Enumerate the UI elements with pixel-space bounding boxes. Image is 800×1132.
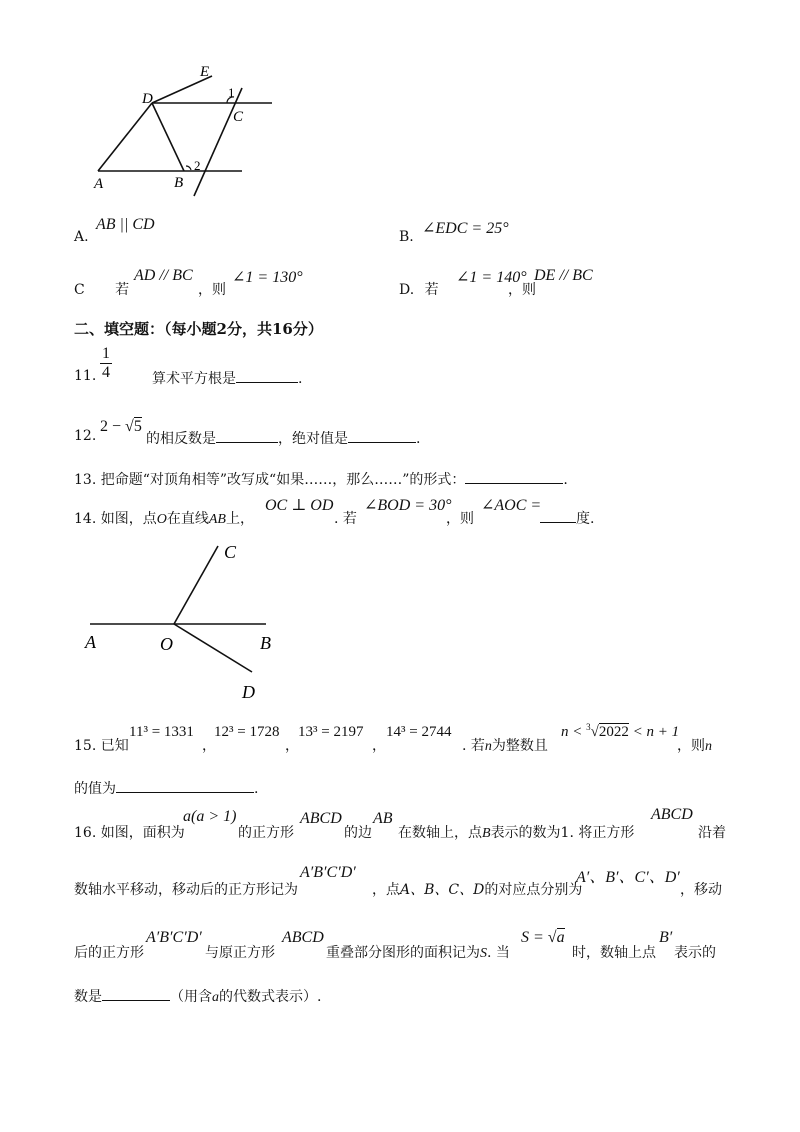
q14-line bbox=[74, 508, 254, 528]
q16-t3: 的边 bbox=[344, 825, 372, 841]
q16-e9 bbox=[521, 929, 565, 947]
q14-expr2: ∠BOD = 30° bbox=[364, 497, 452, 514]
q15-radical-sign: √ bbox=[590, 724, 599, 740]
q15-text3: 为整数且 bbox=[491, 738, 548, 754]
q15-sep2: ， bbox=[285, 738, 299, 754]
q16-l3-group bbox=[326, 942, 510, 962]
label-b: B bbox=[174, 175, 184, 191]
q15-line2 bbox=[74, 778, 258, 798]
option-c-expr1: AD // BC bbox=[134, 267, 193, 284]
q15-inequality bbox=[561, 722, 679, 741]
line-cb bbox=[194, 88, 242, 196]
q13-line bbox=[74, 469, 568, 489]
angle-2-arc bbox=[186, 166, 191, 170]
q13-number: 13. bbox=[74, 472, 97, 488]
option-d-expr2: DE // BC bbox=[534, 267, 593, 284]
q15-root-index: 3 bbox=[586, 722, 591, 732]
q16-l2c: A、B、C、D bbox=[400, 882, 485, 898]
fig2-label-a: A bbox=[85, 632, 96, 652]
q12-text bbox=[146, 428, 420, 448]
q16-l2e: ，移动 bbox=[680, 882, 722, 898]
q14-text3: 上， bbox=[225, 511, 254, 527]
label-c: C bbox=[233, 109, 244, 125]
figure-parallel-lines bbox=[90, 58, 280, 200]
q11-frac-den: 4 bbox=[102, 364, 110, 381]
q16-a: a bbox=[212, 990, 219, 1005]
option-c-ze: ，则 bbox=[198, 282, 226, 298]
q12-expr bbox=[100, 418, 142, 436]
q14-end: 度. bbox=[576, 511, 595, 527]
q16-e2: ABCD bbox=[300, 810, 342, 827]
q16-e9-radicand: a bbox=[556, 929, 565, 946]
q16-e4: ABCD bbox=[651, 806, 693, 823]
q16-t6: 沿着 bbox=[698, 825, 726, 841]
q15-text4-group bbox=[677, 735, 712, 755]
q15-ineq-pre: n < bbox=[561, 724, 587, 740]
q15-line2-text: 的值为 bbox=[74, 781, 116, 797]
q16-t4: 在数轴上，点 bbox=[398, 825, 482, 841]
ray-od bbox=[174, 624, 252, 672]
q16-answer-blank[interactable] bbox=[102, 986, 170, 1001]
q15-e1: 11³ = 1331 bbox=[129, 724, 194, 740]
option-a-expr: AB || CD bbox=[96, 216, 155, 233]
fig2-label-d: D bbox=[242, 682, 255, 702]
q16-radical-sign: √ bbox=[547, 929, 557, 946]
q16-l2a: 数轴水平移动，移动后的正方形记为 bbox=[74, 882, 298, 898]
q14-answer bbox=[540, 508, 594, 528]
q12-end: . bbox=[416, 431, 421, 447]
q16-t1: 如图，面积为 bbox=[100, 825, 185, 841]
q16-e5: A′B′C′D′ bbox=[300, 864, 356, 881]
q16-l3e: 时，数轴上点 bbox=[572, 945, 656, 961]
q15-answer-blank[interactable] bbox=[116, 778, 254, 793]
q14-answer-blank[interactable] bbox=[540, 508, 576, 523]
q11-end: . bbox=[298, 371, 303, 387]
q16-t4-group bbox=[398, 822, 634, 842]
option-d-label: D. bbox=[399, 282, 415, 298]
q13-text: 把命题“对顶角相等”改写成“如果……，那么……”的形式： bbox=[100, 472, 466, 488]
option-c-expr2: ∠1 = 130° bbox=[232, 269, 303, 286]
segment-ad bbox=[98, 103, 152, 171]
label-a: A bbox=[94, 176, 104, 192]
option-d[interactable] bbox=[399, 279, 439, 299]
q16-l2d: 的对应点分别为 bbox=[484, 882, 583, 898]
q16-e8: ABCD bbox=[282, 929, 324, 946]
q16-l3f: 表示的 bbox=[674, 945, 716, 961]
label-1: 1 bbox=[228, 85, 235, 100]
option-c-label: C bbox=[74, 282, 85, 298]
q15-sep1: ， bbox=[202, 738, 216, 754]
option-b-expr: ∠EDC = 25° bbox=[422, 220, 509, 237]
q16-t5: 表示的数为1. 将正方形 bbox=[490, 825, 635, 841]
option-b[interactable] bbox=[399, 229, 414, 245]
q16-s: S bbox=[480, 946, 487, 961]
q15-text1: 已知 bbox=[100, 738, 129, 754]
q16-l2b: ，点 bbox=[372, 882, 400, 898]
q16-e3: AB bbox=[373, 810, 393, 827]
q12-number: 12. bbox=[74, 428, 97, 444]
option-d-ze: ，则 bbox=[508, 282, 536, 298]
q15-sep3: ， bbox=[372, 738, 386, 754]
q16-e1: a(a > 1) bbox=[183, 808, 237, 825]
q13-answer-blank[interactable] bbox=[465, 469, 563, 484]
q14-text5: ，则 bbox=[446, 511, 474, 527]
option-d-ruo: 若 bbox=[424, 282, 439, 298]
label-d: D bbox=[142, 91, 153, 107]
label-e: E bbox=[200, 64, 210, 80]
q16-l4 bbox=[74, 986, 321, 1006]
q15-ineq-post: < n + 1 bbox=[628, 724, 680, 740]
q12-label1: 的相反数是 bbox=[146, 431, 216, 447]
q12-answer-blank2[interactable] bbox=[348, 428, 416, 443]
q15-radicand: 2022 bbox=[598, 724, 629, 740]
q15-text2: . 若 bbox=[462, 738, 485, 754]
fig2-label-o: O bbox=[160, 634, 173, 654]
q12-expr-pre: 2 − bbox=[100, 418, 126, 435]
q16-l3d: . 当 bbox=[487, 945, 510, 961]
q16-l2-group bbox=[372, 879, 582, 899]
q15-end: . bbox=[254, 781, 259, 797]
q14-point-o: O bbox=[156, 512, 167, 527]
q16-e7: A′B′C′D′ bbox=[146, 929, 202, 946]
fig2-label-b: B bbox=[260, 633, 271, 653]
q16-e9-pre: S = bbox=[521, 929, 548, 946]
segment-db bbox=[152, 103, 184, 171]
q12-answer-blank1[interactable] bbox=[216, 428, 278, 443]
q16-point-b: B bbox=[482, 826, 491, 841]
q11-number: 11. bbox=[74, 368, 97, 384]
q15-e2: 12³ = 1728 bbox=[214, 724, 280, 740]
q16-e6: A′、B′、C′、D′ bbox=[576, 869, 680, 886]
q16-number: 16. bbox=[74, 825, 97, 841]
q14-text2: 在直线 bbox=[166, 511, 209, 527]
label-2: 2 bbox=[194, 158, 201, 173]
q12-label2: ，绝对值是 bbox=[278, 431, 348, 447]
q15-text4: ，则 bbox=[677, 738, 705, 754]
q14-text1: 如图，点 bbox=[100, 511, 157, 527]
q16-l1a bbox=[74, 822, 185, 842]
q16-t2: 的正方形 bbox=[238, 825, 294, 841]
q11-text bbox=[152, 368, 302, 388]
option-a[interactable] bbox=[74, 229, 89, 245]
q16-l3a: 后的正方形 bbox=[74, 945, 144, 961]
option-d-expr1: ∠1 = 140° bbox=[456, 269, 527, 286]
q15-n2: n bbox=[705, 739, 712, 754]
q12-radical-sign: √ bbox=[125, 418, 134, 435]
q15-e4: 14³ = 2744 bbox=[386, 724, 452, 740]
section-title: 二、填空题：（每小题2分，共16分） bbox=[74, 320, 323, 338]
q15-text2-group bbox=[462, 735, 548, 755]
option-c[interactable] bbox=[74, 279, 129, 299]
q15-intro bbox=[74, 735, 129, 755]
q14-text4: . 若 bbox=[334, 511, 357, 527]
q14-expr3: ∠AOC = bbox=[481, 497, 542, 514]
q16-l3c: 重叠部分图形的面积记为 bbox=[326, 945, 480, 961]
figure-perpendicular-rays bbox=[80, 538, 280, 706]
q16-l4a: 数是 bbox=[74, 989, 102, 1005]
option-a-label: A. bbox=[74, 229, 89, 245]
q11-answer-blank[interactable] bbox=[236, 368, 298, 383]
q16-e10: B′ bbox=[659, 929, 673, 946]
q12-radicand: 5 bbox=[133, 418, 142, 435]
q14-line-ab: AB bbox=[208, 512, 226, 527]
q14-expr1: OC ⊥ OD bbox=[265, 497, 334, 514]
q15-n: n bbox=[484, 739, 492, 754]
option-c-ruo: 若 bbox=[115, 282, 130, 298]
q11-fraction bbox=[100, 345, 112, 382]
ray-de bbox=[152, 76, 212, 103]
ray-oc bbox=[174, 546, 218, 624]
q14-number: 14. bbox=[74, 511, 97, 527]
q16-l4b: （用含 bbox=[170, 989, 212, 1005]
q11-frac-num: 1 bbox=[102, 345, 110, 362]
q15-number: 15. bbox=[74, 738, 97, 754]
fig2-label-c: C bbox=[224, 542, 237, 562]
q11-label: 算术平方根是 bbox=[152, 371, 236, 387]
option-b-label: B. bbox=[399, 229, 414, 245]
q16-l3b: 与原正方形 bbox=[205, 945, 275, 961]
q13-end: . bbox=[563, 472, 568, 488]
q15-e3: 13³ = 2197 bbox=[298, 724, 364, 740]
q16-l4c: 的代数式表示）. bbox=[219, 989, 322, 1005]
